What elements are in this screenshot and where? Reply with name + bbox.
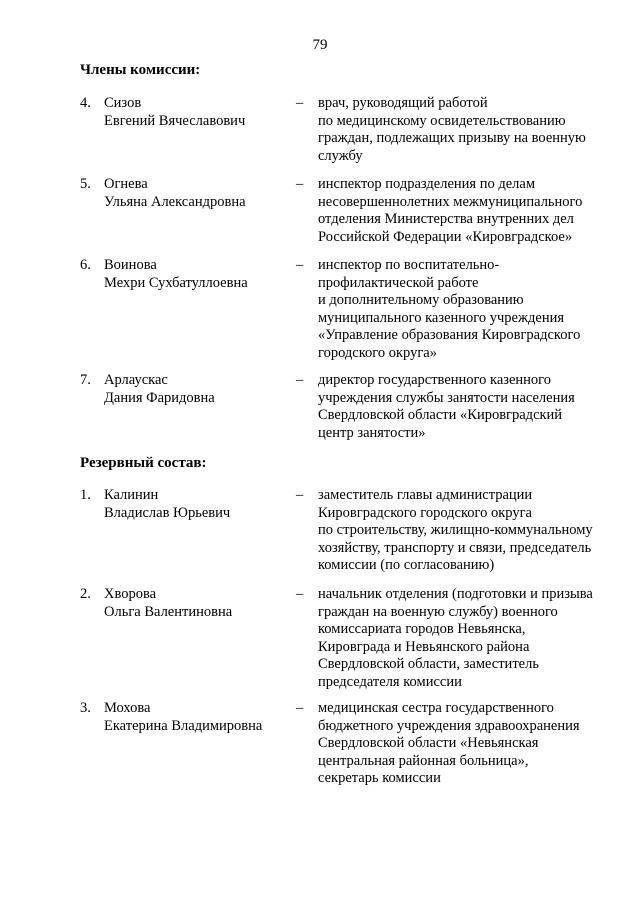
person-name xyxy=(104,257,294,292)
entry-number: 7. xyxy=(80,372,91,388)
desc-line: по медицинскому освидетельствованию xyxy=(318,112,566,129)
desc-line: начальник отделения (подготовки и призыва xyxy=(318,586,593,602)
entry-number: 3. xyxy=(80,700,91,716)
desc-line: профилактической работе xyxy=(318,274,479,291)
given-names: Евгений Вячеславович xyxy=(104,112,246,129)
desc-line: инспектор подразделения по делам xyxy=(318,176,535,192)
dash: – xyxy=(296,257,304,273)
surname: Арлаускас xyxy=(104,372,168,388)
entry-number: 5. xyxy=(80,176,91,192)
dash: – xyxy=(296,95,304,111)
entry-number: 2. xyxy=(80,586,91,602)
surname: Сизов xyxy=(104,95,142,111)
given-names: Ульяна Александровна xyxy=(104,193,246,210)
position-description xyxy=(318,487,618,575)
desc-line: врач, руководящий работой xyxy=(318,95,488,111)
desc-line: центральная районная больница», xyxy=(318,752,529,769)
dash: – xyxy=(296,700,304,716)
desc-line: граждан, подлежащих призыву на военную xyxy=(318,130,586,146)
person-name xyxy=(104,372,294,407)
given-names: Дания Фаридовна xyxy=(104,389,215,406)
desc-line: отделения Министерства внутренних дел xyxy=(318,211,574,227)
desc-line: граждан на военную службу) военного xyxy=(318,603,558,620)
person-name xyxy=(104,95,294,130)
dash: – xyxy=(296,487,304,503)
desc-line: бюджетного учреждения здравоохранения xyxy=(318,717,580,734)
given-names: Владислав Юрьевич xyxy=(104,504,231,521)
desc-line: городского округа» xyxy=(318,344,437,361)
surname: Калинин xyxy=(104,487,159,503)
desc-line: центр занятости» xyxy=(318,424,426,441)
page-number: 79 xyxy=(312,37,328,53)
desc-line: хозяйству, транспорту и связи, председатель xyxy=(318,539,592,556)
position-description xyxy=(318,372,618,442)
desc-line: секретарь комиссии xyxy=(318,770,441,786)
person-name xyxy=(104,700,294,735)
position-description xyxy=(318,700,618,788)
desc-line: Свердловской области, заместитель xyxy=(318,656,539,672)
desc-line: Кировграда и Невьянского района xyxy=(318,638,530,655)
surname: Огнева xyxy=(104,176,148,192)
desc-line: учреждения службы занятости населения xyxy=(318,389,575,406)
person-name xyxy=(104,176,294,211)
surname: Хворова xyxy=(104,586,157,602)
dash: – xyxy=(296,372,304,388)
dash: – xyxy=(296,176,304,192)
given-names: Ольга Валентиновна xyxy=(104,603,233,620)
desc-line: Российской Федерации «Кировградское» xyxy=(318,228,573,245)
reserve-heading: Резервный состав: xyxy=(80,455,207,471)
desc-line: несовершеннолетних межмуниципального xyxy=(318,193,583,210)
entry-number: 6. xyxy=(80,257,91,273)
given-names: Мехри Сухбатуллоевна xyxy=(104,274,248,291)
position-description xyxy=(318,586,618,691)
members-heading: Члены комиссии: xyxy=(80,62,201,78)
desc-line: заместитель главы администрации xyxy=(318,487,533,503)
desc-line: председателя комиссии xyxy=(318,673,462,690)
desc-line: директор государственного казенного xyxy=(318,372,552,388)
desc-line: инспектор по воспитательно- xyxy=(318,257,500,273)
desc-line: муниципального казенного учреждения xyxy=(318,309,565,326)
position-description xyxy=(318,176,618,246)
desc-line: комиссии (по согласованию) xyxy=(318,557,495,573)
desc-line: «Управление образования Кировградского xyxy=(318,327,581,343)
desc-line: медицинская сестра государственного xyxy=(318,700,554,716)
desc-line: Свердловской области «Невьянская xyxy=(318,735,539,751)
desc-line: Кировградского городского округа xyxy=(318,504,532,521)
surname: Воинова xyxy=(104,257,157,273)
desc-line: и дополнительному образованию xyxy=(318,292,524,308)
entry-number: 4. xyxy=(80,95,91,111)
dash: – xyxy=(296,586,304,602)
desc-line: по строительству, жилищно-коммунальному xyxy=(318,522,593,538)
entry-number: 1. xyxy=(80,487,91,503)
person-name xyxy=(104,487,294,522)
desc-line: Свердловской области «Кировградский xyxy=(318,407,563,423)
desc-line: комиссариата городов Невьянска, xyxy=(318,621,526,637)
position-description xyxy=(318,95,618,165)
position-description xyxy=(318,257,618,362)
person-name xyxy=(104,586,294,621)
surname: Мохова xyxy=(104,700,151,716)
given-names: Екатерина Владимировна xyxy=(104,717,263,734)
desc-line: службу xyxy=(318,147,363,164)
